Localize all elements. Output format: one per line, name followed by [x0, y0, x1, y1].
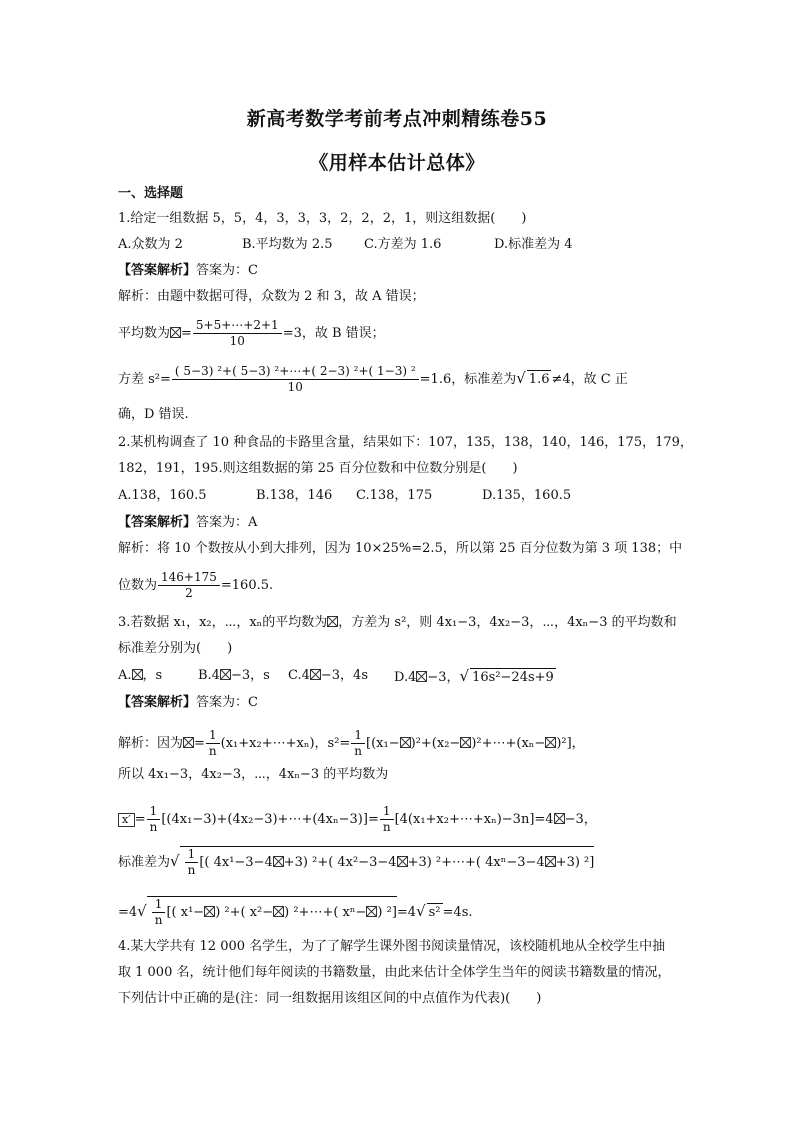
- median-suffix: =160.5.: [220, 578, 274, 593]
- variance-fraction: [172, 364, 419, 395]
- q2-option-c: C.138，175: [356, 488, 433, 503]
- q1-variance-line: 方差 s²= $\frac{\text{( 5−3) ²+( 5−3) ²+⋯+( 2−3) ²+( 1−3) ²}}{10}$ =1.6，标准差为√ 1.6 ≠4，故 C 正: [118, 364, 628, 394]
- q3-analysis-1: 解析：因为 = $\frac{1}{n}$ (x₁+x₂+⋯+xₙ)，s²= $\frac{1}{n}$ [(x₁− )²+(x₂− )²+⋯+(xₙ− )²]，: [118, 728, 585, 758]
- q2-analysis-1: 解析：将 10 个数按从小到大排列，因为 10×25%=2.5，所以第 25 百分位数为第 3 项 138；中: [118, 541, 683, 556]
- answer-tag: 【答案解析】: [118, 515, 197, 530]
- q1-option-b: B.平均数为 2.5: [242, 237, 333, 252]
- answer-tag: 【答案解析】: [118, 695, 197, 710]
- q3-option-c: C.4 −3，4s: [288, 668, 368, 683]
- q2-answer: [118, 514, 257, 532]
- q3-stem-1: [118, 614, 677, 632]
- q1-answer: [118, 262, 258, 280]
- q3-answer: [118, 694, 258, 712]
- q4-line-2: 取 1 000 名，统计他们每年阅读的书籍数量，由此来估计全体学生当年的阅读书籍数量的情况，: [118, 965, 671, 980]
- var-suffix-b: ≠4，故 C 正: [551, 372, 628, 387]
- median-prefix: 位数为: [118, 578, 158, 593]
- q3-stem-b: ，方差为 s²，则 4x₁−3，4x₂−3，⋯，4xₙ−3 的平均数和: [338, 615, 677, 630]
- q1-option-c: C.方差为 1.6: [364, 237, 442, 252]
- q1-option-d: D.标准差为 4: [494, 237, 573, 252]
- q2-stem-1: 2.某机构调查了 10 种食品的卡路里含量，结果如下：107，135，138，140，146，175，179，: [118, 435, 693, 450]
- q4-line-1: 4.某大学共有 12 000 名学生，为了了解学生课外图书阅读量情况，该校随机地从全校学生中抽: [118, 939, 666, 954]
- q3-stem-a: 3.若数据 x₁，x₂，⋯，xₙ的平均数为: [118, 615, 328, 630]
- q2-median-line: [118, 570, 273, 601]
- q2-option-a: A.138，160.5: [118, 488, 207, 503]
- var-sqrt: 1.6: [528, 372, 550, 387]
- median-denominator: 2: [158, 585, 220, 601]
- q3-analysis-2: 所以 4x₁−3，4x₂−3，⋯，4xₙ−3 的平均数为: [118, 767, 389, 782]
- boxed-xprime: x′: [118, 813, 135, 827]
- answer-text: 答案为：C: [196, 695, 258, 710]
- q2-option-b: B.138，146: [256, 488, 333, 503]
- var-prefix: 方差 s²=: [118, 372, 171, 387]
- var-numerator: ( 5−3) ²+( 5−3) ²+⋯+( 2−3) ²+( 1−3) ²: [174, 364, 416, 378]
- q1-mean-line: 平均数为 = $\frac{5+5+\cdots+2+1}{10}$ =3，故 B 错误；: [118, 318, 385, 348]
- q1-analysis-1: 解析：由题中数据可得，众数为 2 和 3，故 A 错误；: [118, 289, 425, 304]
- mean-prefix: 平均数为: [118, 326, 171, 341]
- q3-option-d: D.4 −3，√ 16s²−24s+9: [394, 667, 554, 685]
- q2-stem-2: 182，191，195.则这组数据的第 25 百分位数和中位数分别是( ): [118, 461, 518, 476]
- q3-stem-2: 标准差分别为( ): [118, 641, 233, 656]
- xbar-symbol: [327, 616, 338, 627]
- answer-tag: 【答案解析】: [118, 263, 197, 278]
- q3-option-b: B.4 −3，s: [198, 668, 270, 683]
- q3-analysis-3: x′ = $\frac{1}{n}$ [(4x₁−3)+(4x₂−3)+⋯+(4xₙ−3)]= $\frac{1}{n}$ [4(x₁+x₂+⋯+xₙ)−3n]=4 −3，: [118, 804, 597, 835]
- page-title: 新高考数学考前考点冲刺精练卷55: [246, 108, 548, 130]
- var-denominator: 10: [172, 379, 419, 395]
- q1-analysis-end: 确，D 错误.: [118, 407, 189, 422]
- mean-numerator: 5+5+⋯+2+1: [195, 318, 279, 332]
- mean-suffix: =3，故 B 错误；: [282, 326, 385, 341]
- section-heading: 一、选择题: [118, 186, 184, 201]
- q3-option-a: A. ，s: [118, 668, 163, 683]
- median-numerator: 146+175: [161, 570, 217, 584]
- mean-fraction: [193, 318, 282, 349]
- mean-denominator: 10: [193, 333, 282, 349]
- q4-line-3: 下列估计中正确的是(注：同一组数据用该组区间的中点值作为代表)( ): [118, 991, 542, 1006]
- var-suffix-a: =1.6，标准差为: [419, 372, 517, 387]
- answer-text: 答案为：A: [196, 515, 258, 530]
- q3-analysis-4: 标准差为√ $\frac{1}{n}$ [( 4x¹−3−4 +3) ²+( 4x²−3−4 +3) ²+⋯+( 4xⁿ−3−4 +3) ²]: [118, 847, 595, 877]
- q3-analysis-5: =4√ $\frac{1}{n}$ [( x¹− ) ²+( x²− ) ²+⋯+( xⁿ− ) ²]=4√ s² =4s.: [118, 897, 473, 927]
- page-subtitle: 《用样本估计总体》: [309, 152, 485, 174]
- median-fraction: [158, 570, 220, 601]
- q1-stem: 1.给定一组数据 5，5，4，3，3，3，2，2，2，1，则这组数据( ): [118, 211, 527, 226]
- q2-option-d: D.135，160.5: [482, 488, 572, 503]
- xbar-symbol: [170, 327, 181, 338]
- answer-text: 答案为：C: [196, 263, 258, 278]
- q1-option-a: A.众数为 2: [118, 237, 183, 252]
